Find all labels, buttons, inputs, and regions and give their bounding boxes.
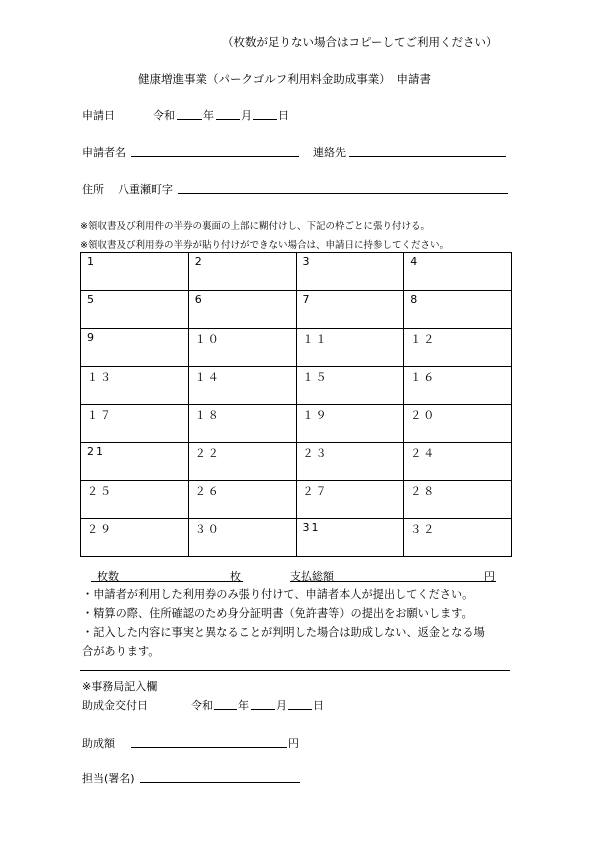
office-section-divider <box>80 670 510 671</box>
grid-row <box>81 291 512 329</box>
ticket-paste-grid <box>80 252 512 557</box>
grant-year-unit: 年 <box>238 699 249 712</box>
ticket-cell[interactable]: ２３ <box>296 443 404 481</box>
ticket-cell[interactable]: ２０ <box>404 405 512 443</box>
note-refund-warning: ・記入した内容に事実と異なることが判明した場合は助成しない、返金となる場 <box>82 626 485 639</box>
count-label: 枚数 <box>97 570 119 583</box>
application-month-unit: 月 <box>241 109 252 122</box>
grant-amount-label: 助成額 <box>82 737 115 750</box>
grant-month-unit: 月 <box>276 699 287 712</box>
count-unit: 枚 <box>230 570 241 583</box>
application-day-field[interactable] <box>253 119 277 120</box>
grant-year-field[interactable] <box>214 709 237 710</box>
grid-row <box>81 519 512 557</box>
ticket-cell[interactable]: １１ <box>296 329 404 367</box>
ticket-cell[interactable]: 7 <box>296 291 404 329</box>
ticket-cell[interactable]: 9 <box>81 329 189 367</box>
grant-amount-field[interactable] <box>131 747 287 748</box>
applicant-name-label: 申請者名 <box>82 146 126 159</box>
ticket-cell[interactable]: ３０ <box>188 519 296 557</box>
ticket-cell[interactable]: 8 <box>404 291 512 329</box>
grant-day-field[interactable] <box>288 709 312 710</box>
ticket-cell[interactable]: 21 <box>81 443 189 481</box>
ticket-cell[interactable]: 1 <box>81 253 189 291</box>
ticket-cell[interactable]: １８ <box>188 405 296 443</box>
ticket-cell[interactable]: １４ <box>188 367 296 405</box>
application-month-field[interactable] <box>216 119 240 120</box>
ticket-cell[interactable]: ２４ <box>404 443 512 481</box>
grant-day-unit: 日 <box>313 699 324 712</box>
ticket-cell[interactable]: １９ <box>296 405 404 443</box>
ticket-cell[interactable]: 31 <box>296 519 404 557</box>
ticket-cell[interactable]: １２ <box>404 329 512 367</box>
address-field[interactable] <box>178 193 508 194</box>
ticket-cell[interactable]: 6 <box>188 291 296 329</box>
staff-signature-field[interactable] <box>140 782 300 783</box>
ticket-cell[interactable]: ２７ <box>296 481 404 519</box>
grant-month-field[interactable] <box>251 709 275 710</box>
grant-date-label: 助成金交付日 <box>82 699 148 712</box>
application-day-unit: 日 <box>278 109 289 122</box>
note-self-submit: ・申請者が利用した利用券のみ張り付けて、申請者本人が提出してください。 <box>82 588 474 601</box>
grid-row <box>81 405 512 443</box>
count-field[interactable] <box>91 581 243 582</box>
copy-notice: （枚数が足りない場合はコピーしてご利用ください） <box>222 35 498 49</box>
grid-row <box>81 443 512 481</box>
grid-row <box>81 367 512 405</box>
ticket-cell[interactable]: 2 <box>188 253 296 291</box>
ticket-cell[interactable]: １６ <box>404 367 512 405</box>
payment-total-field[interactable] <box>290 581 496 582</box>
application-date-label: 申請日 <box>82 109 115 122</box>
grid-row <box>81 329 512 367</box>
office-section-header: ※事務局記入欄 <box>82 680 158 693</box>
application-year-field[interactable] <box>177 119 202 120</box>
grid-row <box>81 253 512 291</box>
application-date-era: 令和 <box>153 109 175 122</box>
contact-label: 連絡先 <box>313 146 346 159</box>
ticket-cell[interactable]: １７ <box>81 405 189 443</box>
ticket-cell[interactable]: ３２ <box>404 519 512 557</box>
staff-signature-label: 担当(署名) <box>82 772 135 785</box>
document-title: 健康増進事業（パークゴルフ利用料金助成事業） 申請書 <box>138 72 432 86</box>
application-year-unit: 年 <box>203 109 214 122</box>
contact-field[interactable] <box>349 156 506 157</box>
ticket-cell[interactable]: 5 <box>81 291 189 329</box>
note-paste-instruction: ※領収書及び利用件の半券の裏面の上部に糊付けし、下記の枠ごとに張り付ける。 <box>80 221 430 232</box>
note-bring-instruction: ※領収書及び利用券の半券が貼り付けができない場合は、申請日に持参してください。 <box>80 240 449 251</box>
ticket-cell[interactable]: １５ <box>296 367 404 405</box>
ticket-cell[interactable]: ２９ <box>81 519 189 557</box>
grant-amount-unit: 円 <box>288 737 299 750</box>
ticket-cell[interactable]: ２２ <box>188 443 296 481</box>
ticket-cell[interactable]: 3 <box>296 253 404 291</box>
ticket-cell[interactable]: ２６ <box>188 481 296 519</box>
address-prefix: 八重瀬町字 <box>118 183 173 196</box>
payment-total-unit: 円 <box>484 570 495 583</box>
ticket-cell[interactable]: ２８ <box>404 481 512 519</box>
grant-date-era: 令和 <box>191 699 213 712</box>
payment-total-label: 支払総額 <box>290 570 334 583</box>
grid-row <box>81 481 512 519</box>
note-refund-warning-cont: 合があります。 <box>82 645 160 658</box>
address-label: 住所 <box>82 183 104 196</box>
ticket-cell[interactable]: ２５ <box>81 481 189 519</box>
ticket-cell[interactable]: １３ <box>81 367 189 405</box>
note-id-required: ・精算の際、住所確認のため身分証明書（免許書等）の提出をお願いします。 <box>82 607 473 620</box>
ticket-cell[interactable]: 4 <box>404 253 512 291</box>
ticket-cell[interactable]: １０ <box>188 329 296 367</box>
applicant-name-field[interactable] <box>131 156 299 157</box>
